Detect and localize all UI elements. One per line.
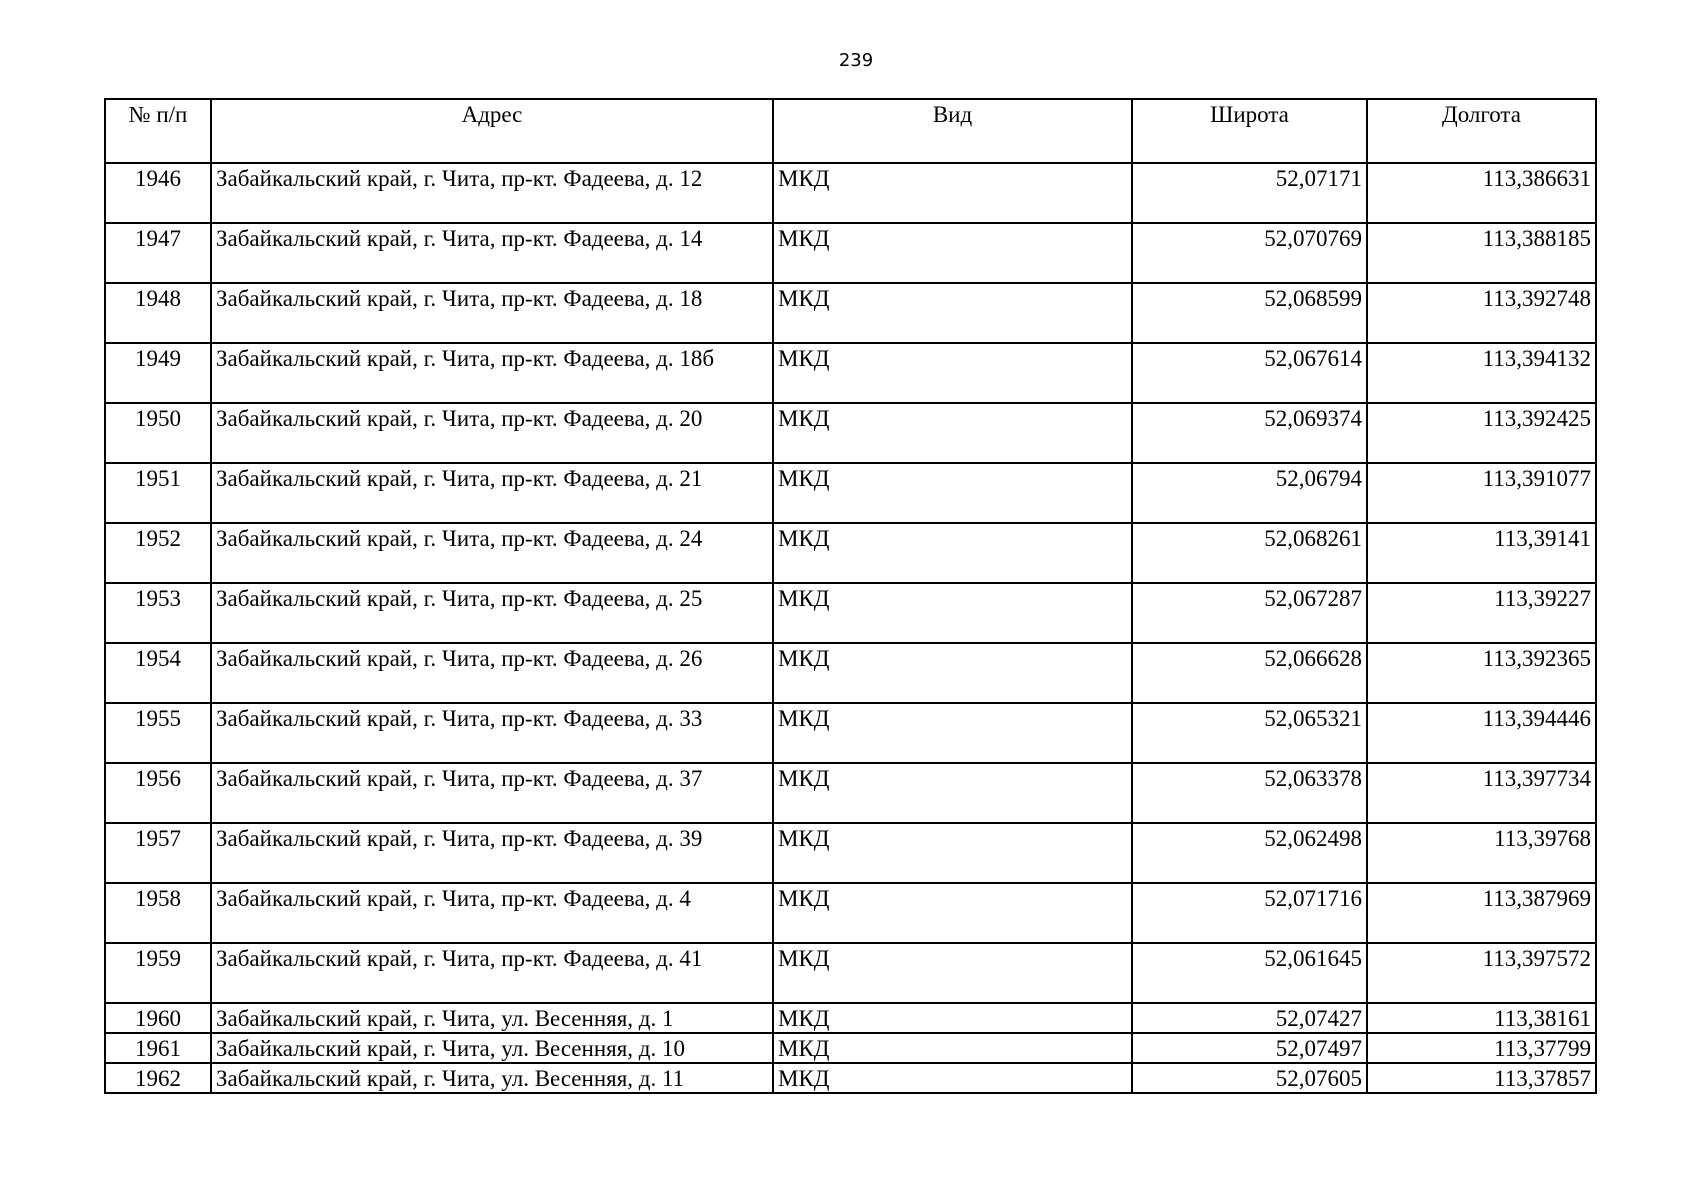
header-longitude: Долгота bbox=[1367, 99, 1596, 163]
cell-longitude: 113,38161 bbox=[1367, 1003, 1596, 1033]
cell-address: Забайкальский край, г. Чита, пр-кт. Фадеева, д. 14 bbox=[211, 223, 773, 283]
table-row bbox=[105, 523, 1596, 583]
cell-number: 1951 bbox=[105, 463, 211, 523]
cell-latitude: 52,069374 bbox=[1132, 403, 1367, 463]
cell-address: Забайкальский край, г. Чита, ул. Весенняя, д. 10 bbox=[211, 1033, 773, 1063]
page-number: 239 bbox=[838, 50, 874, 71]
cell-latitude: 52,067614 bbox=[1132, 343, 1367, 403]
cell-latitude: 52,061645 bbox=[1132, 943, 1367, 1003]
cell-address: Забайкальский край, г. Чита, пр-кт. Фадеева, д. 18 bbox=[211, 283, 773, 343]
header-address: Адрес bbox=[211, 99, 773, 163]
table-row bbox=[105, 883, 1596, 943]
cell-latitude: 52,070769 bbox=[1132, 223, 1367, 283]
cell-number: 1953 bbox=[105, 583, 211, 643]
cell-latitude: 52,07171 bbox=[1132, 163, 1367, 223]
cell-latitude: 52,068261 bbox=[1132, 523, 1367, 583]
cell-kind: МКД bbox=[773, 703, 1132, 763]
cell-kind: МКД bbox=[773, 283, 1132, 343]
cell-kind: МКД bbox=[773, 823, 1132, 883]
cell-address: Забайкальский край, г. Чита, ул. Весенняя, д. 1 bbox=[211, 1003, 773, 1033]
cell-number: 1960 bbox=[105, 1003, 211, 1033]
cell-kind: МКД bbox=[773, 943, 1132, 1003]
table-row bbox=[105, 943, 1596, 1003]
cell-longitude: 113,397572 bbox=[1367, 943, 1596, 1003]
cell-longitude: 113,392425 bbox=[1367, 403, 1596, 463]
table-row bbox=[105, 643, 1596, 703]
cell-number: 1959 bbox=[105, 943, 211, 1003]
cell-number: 1954 bbox=[105, 643, 211, 703]
cell-kind: МКД bbox=[773, 1003, 1132, 1033]
cell-longitude: 113,394132 bbox=[1367, 343, 1596, 403]
cell-longitude: 113,37799 bbox=[1367, 1033, 1596, 1063]
cell-number: 1946 bbox=[105, 163, 211, 223]
cell-number: 1952 bbox=[105, 523, 211, 583]
header-kind: Вид bbox=[773, 99, 1132, 163]
cell-kind: МКД bbox=[773, 163, 1132, 223]
cell-longitude: 113,397734 bbox=[1367, 763, 1596, 823]
cell-latitude: 52,07605 bbox=[1132, 1063, 1367, 1093]
cell-number: 1950 bbox=[105, 403, 211, 463]
cell-address: Забайкальский край, г. Чита, пр-кт. Фадеева, д. 39 bbox=[211, 823, 773, 883]
cell-longitude: 113,394446 bbox=[1367, 703, 1596, 763]
address-table bbox=[104, 98, 1597, 1094]
cell-longitude: 113,387969 bbox=[1367, 883, 1596, 943]
cell-latitude: 52,068599 bbox=[1132, 283, 1367, 343]
cell-kind: МКД bbox=[773, 763, 1132, 823]
table-body bbox=[105, 163, 1596, 1093]
cell-kind: МКД bbox=[773, 463, 1132, 523]
table-row bbox=[105, 583, 1596, 643]
table-row bbox=[105, 283, 1596, 343]
cell-address: Забайкальский край, г. Чита, пр-кт. Фадеева, д. 37 bbox=[211, 763, 773, 823]
cell-latitude: 52,065321 bbox=[1132, 703, 1367, 763]
cell-address: Забайкальский край, г. Чита, пр-кт. Фадеева, д. 33 bbox=[211, 703, 773, 763]
cell-number: 1949 bbox=[105, 343, 211, 403]
cell-kind: МКД bbox=[773, 523, 1132, 583]
cell-latitude: 52,06794 bbox=[1132, 463, 1367, 523]
cell-latitude: 52,062498 bbox=[1132, 823, 1367, 883]
cell-number: 1961 bbox=[105, 1033, 211, 1063]
cell-longitude: 113,392365 bbox=[1367, 643, 1596, 703]
cell-address: Забайкальский край, г. Чита, пр-кт. Фадеева, д. 25 bbox=[211, 583, 773, 643]
cell-number: 1962 bbox=[105, 1063, 211, 1093]
cell-latitude: 52,071716 bbox=[1132, 883, 1367, 943]
cell-number: 1956 bbox=[105, 763, 211, 823]
cell-latitude: 52,063378 bbox=[1132, 763, 1367, 823]
cell-address: Забайкальский край, г. Чита, ул. Весенняя, д. 11 bbox=[211, 1063, 773, 1093]
cell-kind: МКД bbox=[773, 403, 1132, 463]
cell-longitude: 113,386631 bbox=[1367, 163, 1596, 223]
cell-latitude: 52,07497 bbox=[1132, 1033, 1367, 1063]
cell-kind: МКД bbox=[773, 223, 1132, 283]
cell-address: Забайкальский край, г. Чита, пр-кт. Фадеева, д. 4 bbox=[211, 883, 773, 943]
cell-address: Забайкальский край, г. Чита, пр-кт. Фадеева, д. 41 bbox=[211, 943, 773, 1003]
cell-latitude: 52,07427 bbox=[1132, 1003, 1367, 1033]
cell-kind: МКД bbox=[773, 643, 1132, 703]
cell-kind: МКД bbox=[773, 1063, 1132, 1093]
cell-kind: МКД bbox=[773, 343, 1132, 403]
table-row bbox=[105, 223, 1596, 283]
table-row bbox=[105, 1033, 1596, 1063]
cell-kind: МКД bbox=[773, 1033, 1132, 1063]
table-header-row bbox=[105, 99, 1596, 163]
header-number: № п/п bbox=[105, 99, 211, 163]
table-row bbox=[105, 403, 1596, 463]
table-row bbox=[105, 163, 1596, 223]
table-row bbox=[105, 763, 1596, 823]
cell-latitude: 52,066628 bbox=[1132, 643, 1367, 703]
table-row bbox=[105, 703, 1596, 763]
cell-kind: МКД bbox=[773, 583, 1132, 643]
cell-address: Забайкальский край, г. Чита, пр-кт. Фадеева, д. 26 bbox=[211, 643, 773, 703]
table-row bbox=[105, 1063, 1596, 1093]
cell-longitude: 113,391077 bbox=[1367, 463, 1596, 523]
cell-number: 1947 bbox=[105, 223, 211, 283]
cell-longitude: 113,39227 bbox=[1367, 583, 1596, 643]
cell-address: Забайкальский край, г. Чита, пр-кт. Фадеева, д. 12 bbox=[211, 163, 773, 223]
table-row bbox=[105, 463, 1596, 523]
cell-longitude: 113,39768 bbox=[1367, 823, 1596, 883]
header-latitude: Широта bbox=[1132, 99, 1367, 163]
cell-address: Забайкальский край, г. Чита, пр-кт. Фадеева, д. 21 bbox=[211, 463, 773, 523]
table-row bbox=[105, 823, 1596, 883]
cell-address: Забайкальский край, г. Чита, пр-кт. Фадеева, д. 20 bbox=[211, 403, 773, 463]
cell-longitude: 113,39141 bbox=[1367, 523, 1596, 583]
cell-longitude: 113,37857 bbox=[1367, 1063, 1596, 1093]
cell-latitude: 52,067287 bbox=[1132, 583, 1367, 643]
cell-number: 1957 bbox=[105, 823, 211, 883]
cell-address: Забайкальский край, г. Чита, пр-кт. Фадеева, д. 18б bbox=[211, 343, 773, 403]
cell-number: 1948 bbox=[105, 283, 211, 343]
cell-address: Забайкальский край, г. Чита, пр-кт. Фадеева, д. 24 bbox=[211, 523, 773, 583]
cell-number: 1955 bbox=[105, 703, 211, 763]
cell-number: 1958 bbox=[105, 883, 211, 943]
cell-longitude: 113,388185 bbox=[1367, 223, 1596, 283]
cell-kind: МКД bbox=[773, 883, 1132, 943]
table-row bbox=[105, 343, 1596, 403]
cell-longitude: 113,392748 bbox=[1367, 283, 1596, 343]
table-row bbox=[105, 1003, 1596, 1033]
